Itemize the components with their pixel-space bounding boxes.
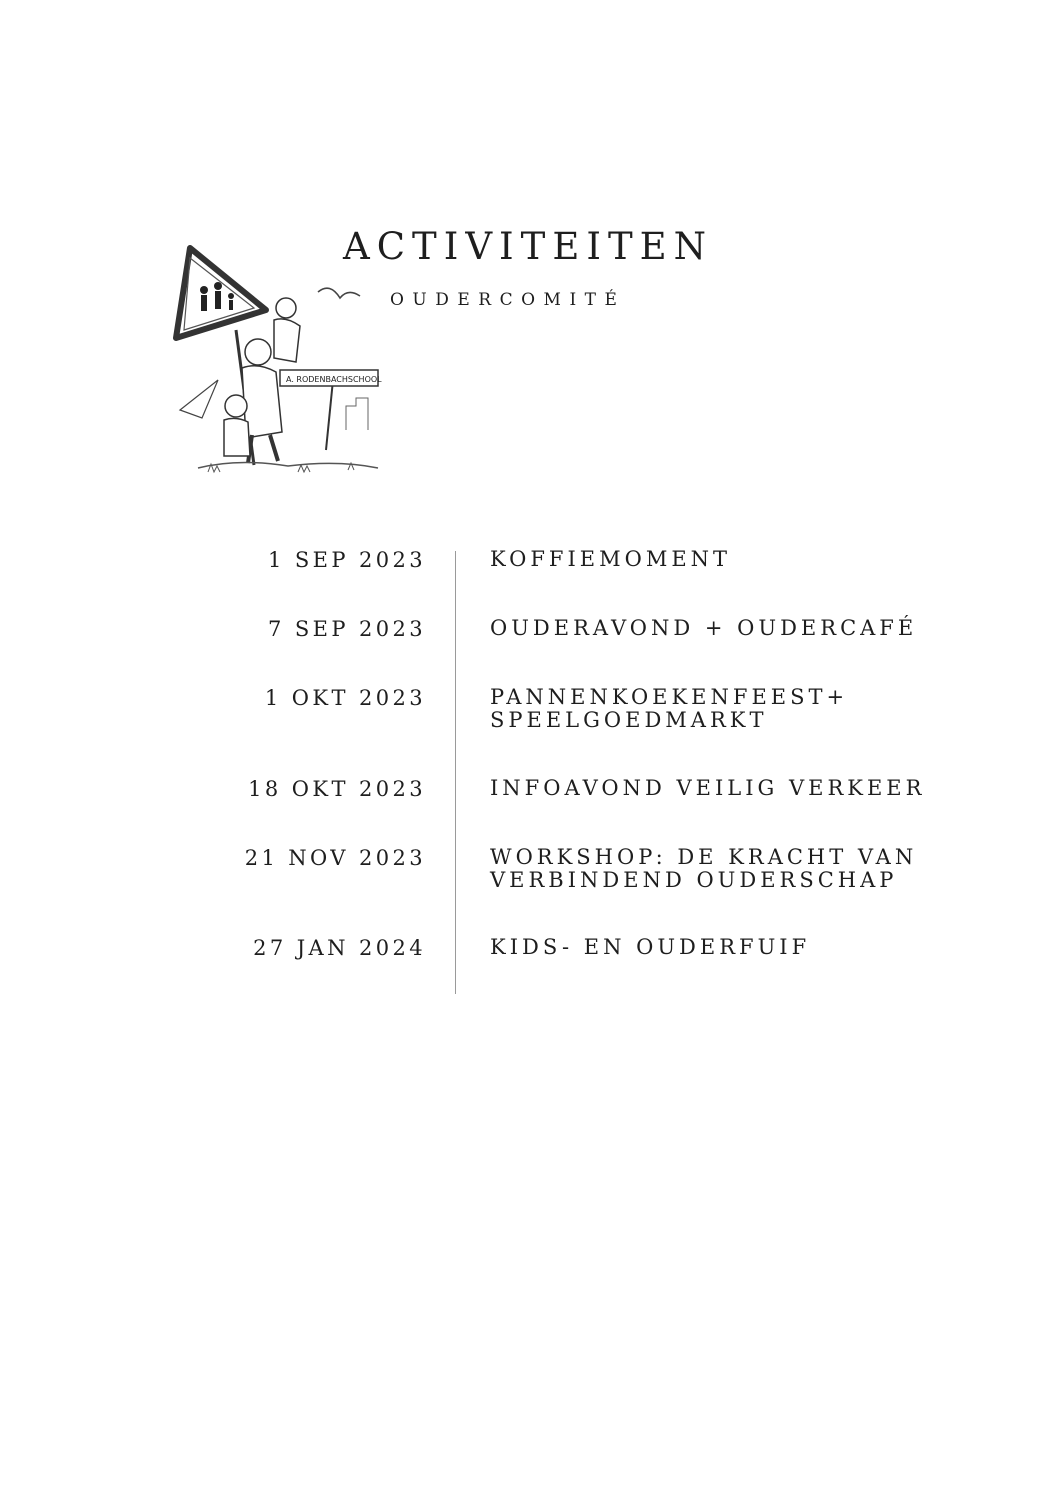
activity-title: KIDS- EN OUDERFUIF	[490, 935, 811, 959]
svg-text:A. RODENBACHSCHOOL: A. RODENBACHSCHOOL	[286, 375, 382, 384]
activity-date: 18 OKT 2023	[248, 777, 426, 801]
activity-date: 1 OKT 2023	[264, 686, 426, 710]
timeline-divider	[455, 551, 456, 994]
page-title: ACTIVITEITEN	[343, 225, 714, 268]
activity-title: KOFFIEMOMENT	[490, 547, 732, 571]
activity-title: PANNENKOEKENFEEST+ SPEELGOEDMARKT	[490, 685, 849, 732]
activity-date: 7 SEP 2023	[267, 617, 426, 641]
activity-date: 27 JAN 2024	[253, 936, 426, 960]
page-subtitle: OUDERCOMITÉ	[390, 290, 626, 310]
activity-title: WORKSHOP: DE KRACHT VAN VERBINDEND OUDERSCHAP	[490, 845, 918, 892]
school-crossing-illustration-icon	[168, 240, 390, 485]
activity-title: INFOAVOND VEILIG VERKEER	[490, 776, 926, 800]
activity-date: 21 NOV 2023	[244, 846, 426, 870]
activity-date: 1 SEP 2023	[267, 548, 426, 572]
activity-title: OUDERAVOND + OUDERCAFÉ	[490, 616, 918, 640]
